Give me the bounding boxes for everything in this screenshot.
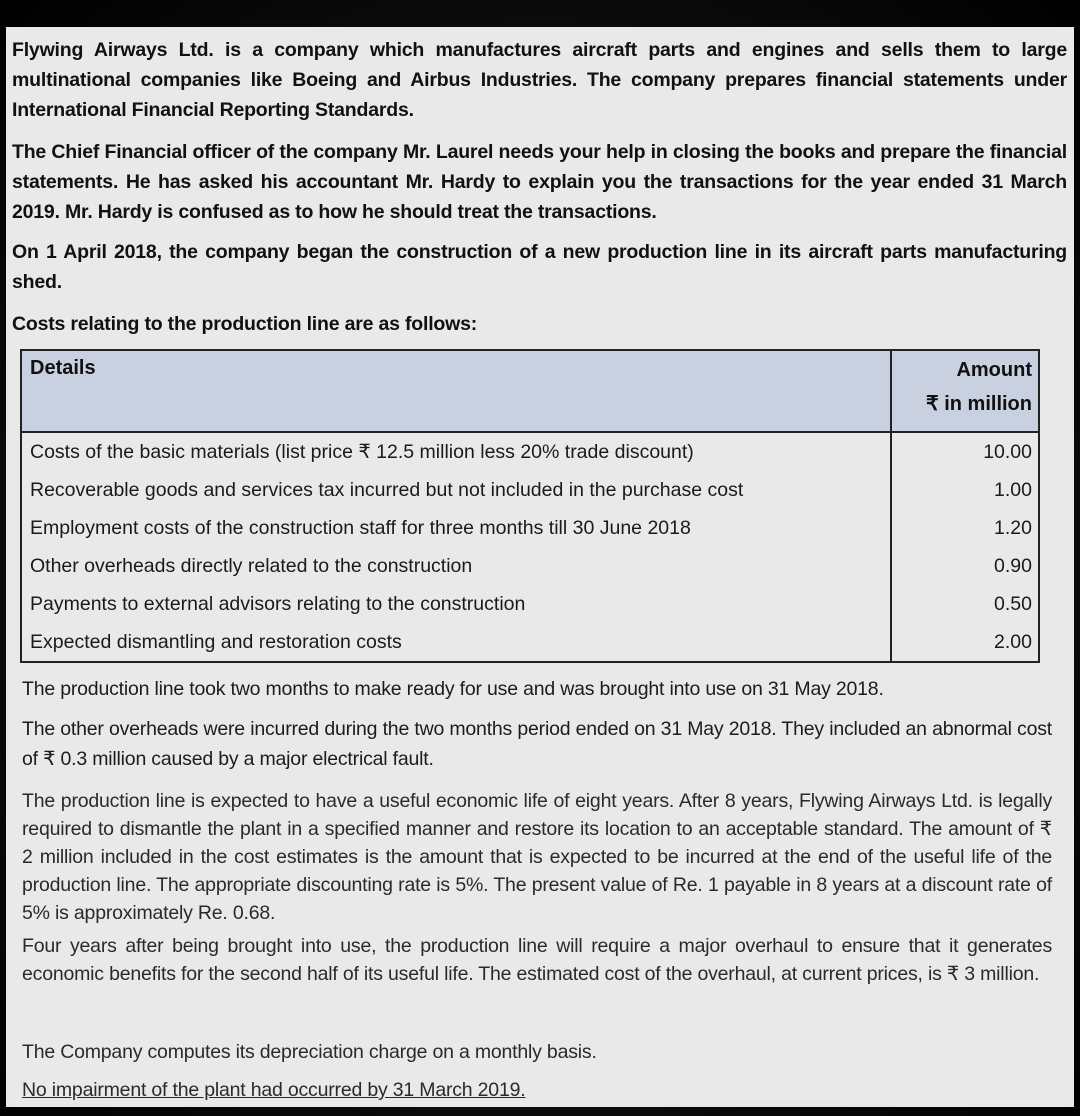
- amount-column-header: [891, 350, 1039, 432]
- useful-life-paragraph: The production line is expected to have a useful economic life of eight years. After 8 years, Flywing Airways Ltd. is legally required to dismantle the plant in a specified manner and restore its location to an acceptable standard. The amount of ₹ 2 million included in the cost estimates is the amount that is expected to be incurred at the end of the useful life of the production line. The appropriate discounting rate is 5%. The present value of Re. 1 payable in 8 years at a discount rate of 5% is approximately Re. 0.68.: [22, 790, 1052, 924]
- row-detail: Other overheads directly related to the construction: [21, 547, 891, 585]
- cfo-paragraph: The Chief Financial officer of the company Mr. Laurel needs your help in closing the books and prepare the financial statements. He has asked his accountant Mr. Hardy to explain you the transactions for the year ended 31 March 2019. Mr. Hardy is confused as to how he should treat the transactions.: [12, 141, 1067, 223]
- overheads-paragraph: The other overheads were incurred during the two months period ended on 31 May 2018. They included an abnormal cost of ₹ 0.3 million caused by a major electrical fault.: [22, 718, 1052, 770]
- row-detail: Costs of the basic materials (list price ₹ 12.5 million less 20% trade discount): [21, 432, 891, 471]
- row-detail: Expected dismantling and restoration costs: [21, 623, 891, 662]
- amount-header-line1: Amount: [956, 359, 1032, 381]
- costs-intro-paragraph: Costs relating to the production line are as follows:: [12, 313, 478, 335]
- row-amount: 1.20: [994, 516, 1032, 539]
- table-row: [21, 432, 1039, 471]
- table-row: [21, 585, 1039, 623]
- document-page: [6, 27, 1074, 1107]
- row-detail: Recoverable goods and services tax incurred but not included in the purchase cost: [21, 471, 891, 509]
- row-amount: 2.00: [994, 630, 1032, 653]
- table-row: [21, 471, 1039, 509]
- details-column-header: Details: [21, 350, 891, 432]
- table-row: [21, 623, 1039, 662]
- amount-header-line2: ₹ in million: [925, 393, 1032, 415]
- row-amount: 10.00: [983, 440, 1032, 463]
- intro-paragraph: Flywing Airways Ltd. is a company which manufactures aircraft parts and engines and sells them to large multinational companies like Boeing and Airbus Industries. The company prepares financial statements under International Financial Reporting Standards.: [12, 39, 1067, 121]
- impairment-paragraph: No impairment of the plant had occurred by 31 March 2019.: [22, 1079, 526, 1101]
- cost-table: [20, 349, 1040, 663]
- construction-paragraph: On 1 April 2018, the company began the construction of a new production line in its aircraft parts manufacturing shed.: [12, 241, 1067, 293]
- ready-paragraph: The production line took two months to make ready for use and was brought into use on 31 May 2018.: [22, 678, 884, 700]
- depreciation-paragraph: The Company computes its depreciation charge on a monthly basis.: [22, 1041, 597, 1063]
- table-row: [21, 547, 1039, 585]
- row-detail: Employment costs of the construction staff for three months till 30 June 2018: [21, 509, 891, 547]
- overhaul-paragraph: Four years after being brought into use, the production line will require a major overhaul to ensure that it generates economic benefits for the second half of its useful life. The estimated cost of the overhaul, at current prices, is ₹ 3 million.: [22, 935, 1052, 985]
- row-detail: Payments to external advisors relating to the construction: [21, 585, 891, 623]
- row-amount: 0.50: [994, 592, 1032, 615]
- table-header-row: [21, 350, 1039, 432]
- row-amount: 1.00: [994, 478, 1032, 501]
- table-row: [21, 509, 1039, 547]
- row-amount: 0.90: [994, 554, 1032, 577]
